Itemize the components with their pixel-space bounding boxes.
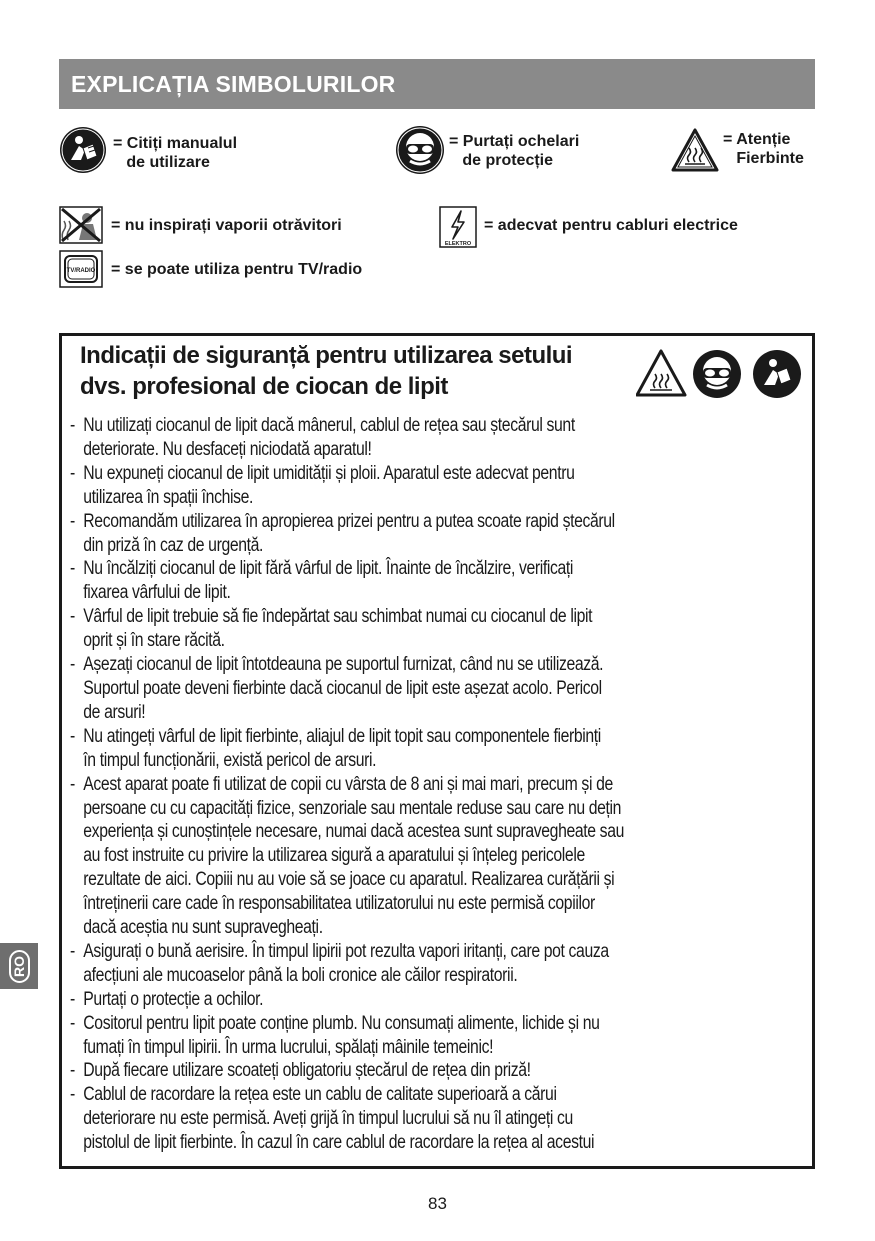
safety-rule-first-line: Cablul de racordare la rețea este un cablu de calitate superioară a cărui [83,1084,557,1106]
safety-rule-continuation: deteriorare nu este permisă. Aveți grijă în timpul lucrului să nu îl atingeți cu [83,1108,573,1130]
safety-title-line1: Indicații de siguranță pentru utilizarea setului [80,342,573,369]
safety-rule-continuation: rezultate de aici. Copiii nu au voie să se joace cu aparatul. Realizarea curățării și [83,869,615,891]
safety-rule-continuation: utilizarea în spații închise. [83,486,254,508]
safety-box [59,333,815,1169]
symbol-read-manual [59,126,237,174]
safety-rule-continuation: fumați în timpul lipirii. În urma lucrului, spălați mâinile temeinic! [83,1036,494,1058]
safety-rule-continuation: din priză în caz de urgență. [83,534,264,556]
hot-warning-icon [637,351,685,395]
read-manual-icon [59,126,107,174]
safety-rule-continuation: în timpul funcționării, există pericol de arsuri. [83,749,377,771]
electro-icon-text: ELEKTRO [444,241,472,247]
symbol-goggles [395,125,579,175]
safety-rule-continuation: întreținerii care cade în responsabilitatea utilizatorului nu este permisă copiilor [83,893,595,915]
safety-rule-continuation: afecțiuni ale mucoaselor până la boli cronice ale căilor respiratorii. [83,964,518,986]
safety-rule: - Asigurați o bună aerisire. În timpul lipirii pot rezulta vapori iritanți, care pot cauza afecțiuni ale mucoaselor până la boli cronice ale căilor respiratorii. [70,940,684,988]
page-number: 83 [428,1194,447,1213]
safety-rule-continuation: Suportul poate deveni fierbinte dacă ciocanul de lipit este așezat acolo. Pericol [83,677,602,699]
safety-rule-first-line: Acest aparat poate fi utilizat de copii cu vârsta de 8 ani și mai mari, precum și de [83,773,613,795]
safety-rule-first-line: Cositorul pentru lipit poate conține plumb. Nu consumați alimente, lichide și nu [83,1012,600,1034]
safety-rule-continuation: pistolul de lipit fierbinte. În cazul în care cablul de racordare la rețea al acestui [83,1132,595,1154]
safety-rule-first-line: Asigurați o bună aerisire. În timpul lipirii pot rezulta vapori iritanți, care pot cauza [83,940,609,962]
tv-radio-icon-text: TV/RADIO [66,268,96,274]
safety-rule: - Așezați ciocanul de lipit întotdeauna pe suportul furnizat, când nu se utilizează. Suportul poate deveni fierbinte dacă ciocanul de lipit este așezat acolo. Pericol de arsuri! [70,653,684,725]
safety-rule-first-line: Așezați ciocanul de lipit întotdeauna pe suportul furnizat, când nu se utilizează. [83,654,604,676]
safety-rule: - Nu atingeți vârful de lipit fierbinte, aliajul de lipit topit sau componentele fierbinți în timpul funcționării, există pericol de arsuri. [70,725,684,773]
read-manual-label: = Citiți manualul de utilizare [113,135,238,171]
safety-rule-continuation: oprit și în stare răcită. [83,630,225,652]
symbol-hot [671,128,804,172]
safety-rule-first-line: Recomandăm utilizarea în apropierea prizei pentru a putea scoate rapid ștecărul [83,510,615,532]
safety-rule: - Nu expuneți ciocanul de lipit umidității și ploii. Aparatul este adecvat pentru utilizarea în spații închise. [70,462,684,510]
hot-label: = Atenție Fierbinte [723,131,804,167]
no-fumes-icon [59,206,103,244]
safety-rule-continuation: au fost instruite cu privire la utilizarea sigură a aparatului și înțeleg pericolele [83,845,585,867]
goggles-icon [395,125,445,175]
tv-radio-label: = se poate utiliza pentru TV/radio [111,261,363,278]
safety-rule-continuation: persoane cu cu capacități fizice, senzoriale sau mentale reduse sau care nu dețin [83,797,622,819]
safety-title [80,340,572,402]
safety-icons [636,348,806,405]
language-tab-label: RO [9,950,30,983]
safety-rules-list [70,414,810,1155]
safety-rule: - Vârful de lipit trebuie să fie îndepărtat sau schimbat numai cu ciocanul de lipit oprit și în stare răcită. [70,605,684,653]
electro-icon [439,206,477,248]
electro-label: = adecvat pentru cabluri electrice [484,217,738,234]
safety-title-line2: dvs. profesional de ciocan de lipit [80,373,448,400]
goggles-icon [693,350,741,398]
safety-rule-continuation: experiența și cunoștințele necesare, numai dacă acestea sunt supravegheate sau [83,821,624,843]
section-title: EXPLICAȚIA SIMBOLURILOR [59,59,815,109]
safety-rule: - Cositorul pentru lipit poate conține plumb. Nu consumați alimente, lichide și nu fumați în timpul lipirii. În urma lucrului, spălați mâinile temeinic! [70,1012,684,1060]
read-manual-icon [753,350,801,398]
safety-rule: - După fiecare utilizare scoateți obligatoriu ștecărul de rețea din priză! [70,1060,531,1082]
safety-rule-first-line: După fiecare utilizare scoateți obligatoriu ștecărul de rețea din priză! [83,1060,531,1082]
safety-rule-continuation: deteriorate. Nu desfaceți niciodată aparatul! [83,438,372,460]
safety-rule-first-line: Nu atingeți vârful de lipit fierbinte, aliajul de lipit topit sau componentele fierbinți [83,725,601,747]
safety-rule-first-line: Nu expuneți ciocanul de lipit umidității și ploii. Aparatul este adecvat pentru [83,462,575,484]
safety-rule-first-line: Vârful de lipit trebuie să fie îndepărtat sau schimbat numai cu ciocanul de lipit [83,606,593,628]
safety-rule-first-line: Purtați o protecție a ochilor. [83,988,264,1010]
hot-warning-icon [671,128,719,172]
safety-rule-continuation: dacă aceștia nu sunt supravegheați. [83,917,323,939]
safety-rule: - Acest aparat poate fi utilizat de copii cu vârsta de 8 ani și mai mari, precum și de persoane cu cu capacități fizice, senzoriale sau mentale reduse sau care nu dețin experiența și cunoștințele necesare, numai dacă acestea sunt supravegheate sau au fost instruite cu privire la utilizarea sigură a aparatului și înțeleg pericolele rezultate de aici. Copiii nu au voie să se joace cu aparatul. Realizarea curățării și întreținerii care cade în responsabilitatea utilizatorului nu este permisă copiilor dacă aceștia nu sunt supravegheați. [70,773,684,940]
safety-rule: - Nu utilizați ciocanul de lipit dacă mânerul, cablul de rețea sau ștecărul sunt deteriorate. Nu desfaceți niciodată aparatul! [70,414,684,462]
safety-rule-first-line: Nu încălziți ciocanul de lipit fără vârful de lipit. Înainte de încălzire, verificați [83,558,574,580]
language-tab [0,943,38,989]
goggles-label: = Purtați ochelari de protecție [449,133,580,169]
tv-radio-icon [59,250,103,288]
safety-rule-first-line: Nu utilizați ciocanul de lipit dacă mânerul, cablul de rețea sau ștecărul sunt [83,415,575,436]
safety-rule: - Recomandăm utilizarea în apropierea prizei pentru a putea scoate rapid ștecărul din priză în caz de urgență. [70,510,684,558]
safety-rule-continuation: de arsuri! [83,701,146,723]
safety-rule-continuation: fixarea vârfului de lipit. [83,582,231,604]
no-fumes-label: = nu inspirați vaporii otrăvitori [111,217,342,234]
safety-rule: - Cablul de racordare la rețea este un cablu de calitate superioară a cărui deteriorare nu este permisă. Aveți grijă în timpul lucrului să nu îl atingeți cu pistolul de lipit fierbinte. În cazul în care cablul de racordare la rețea al acestui [70,1083,684,1155]
safety-rule: - Purtați o protecție a ochilor. [70,988,264,1010]
safety-rule: - Nu încălziți ciocanul de lipit fără vârful de lipit. Înainte de încălzire, verificați fixarea vârfului de lipit. [70,557,684,605]
